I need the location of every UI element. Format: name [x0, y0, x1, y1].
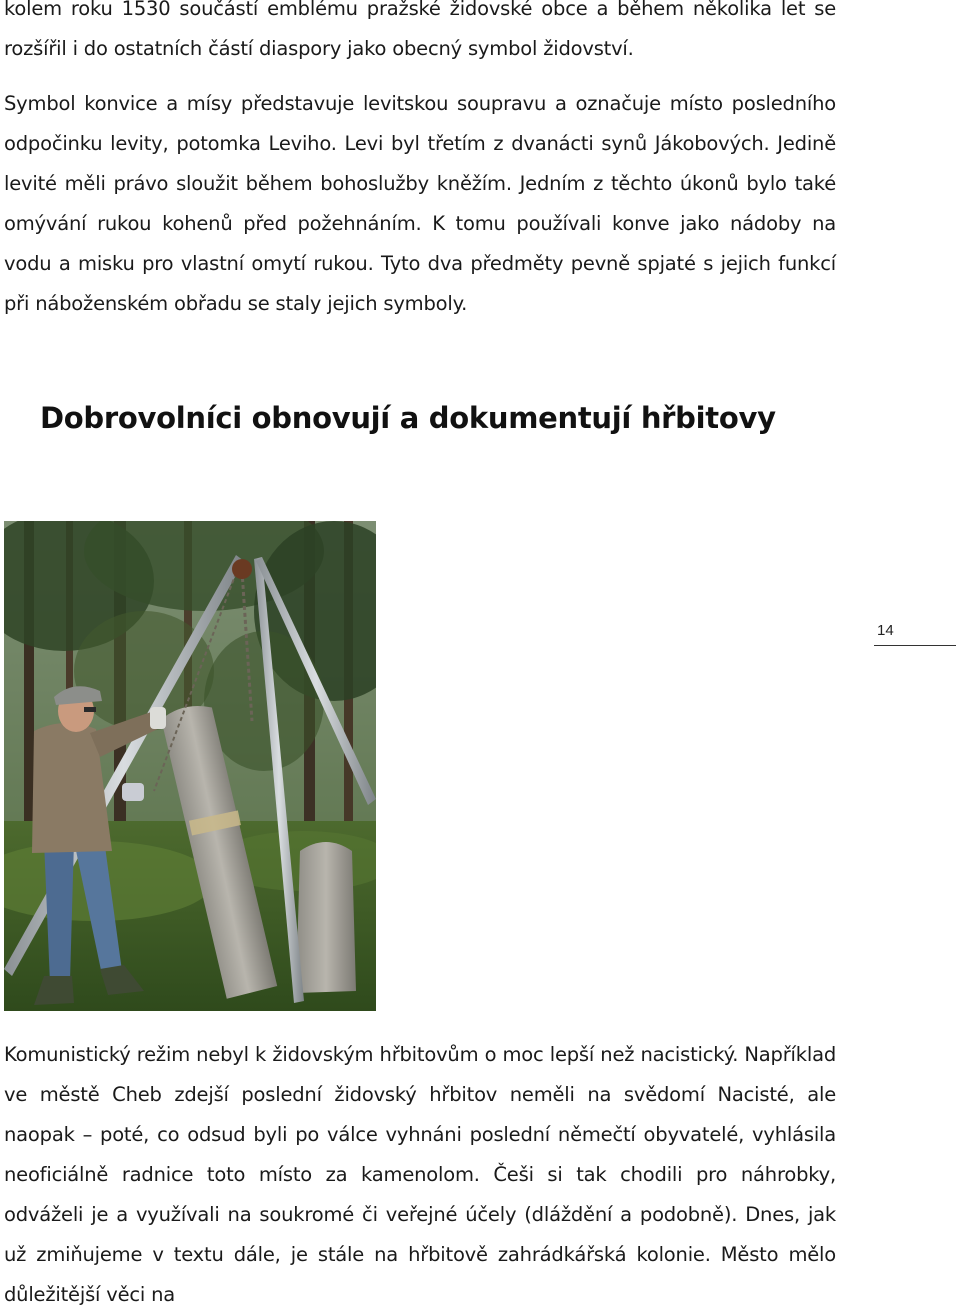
paragraph-intro: kolem roku 1530 součástí emblému pražské židovské obce a během několika let se rozšířil i do ostatních částí diaspory jako obecný symbol židovství.	[4, 0, 836, 60]
section-heading: Dobrovolníci obnovují a dokumentují hřbitovy	[40, 401, 776, 435]
page-number	[874, 622, 956, 646]
cemetery-restoration-photo	[4, 521, 376, 1011]
page-number-text: 14	[877, 622, 894, 639]
paragraph-levite-symbol: Symbol konvice a mísy představuje levitskou soupravu a označuje místo posledního odpočinku levity, potomka Leviho. Levi byl třetím z dvanácti synů Jákobových. Jedině levité měli právo sloužit během bohoslužby kněžím. Jedním z těchto úkonů bylo také omývání rukou kohenů před požehnáním. K tomu používali konve jako nádoby na vodu a misku pro vlastní omytí rukou. Tyto dva předměty pevně spjaté s jejich funkcí při náboženském obřadu se staly jejich symboly.	[4, 92, 836, 315]
paragraph-communist-regime: Komunistický režim nebyl k židovským hřbitovům o moc lepší než nacistický. Například ve městě Cheb zdejší poslední židovský hřbitov neměli na svědomí Nacisté, ale naopak – poté, co odsud byli po válce vyhnáni poslední němečtí obyvatelé, vyhlásila neoficiálně radnice toto místo za kamenolom. Češi si tak chodili pro náhrobky, odváželi je a využívali na soukromé či veřejné účely (dláždění a podobně). Dnes, jak už zmiňujeme v textu dále, je stále na hřbitově zahrádkářská kolonie. Město mělo důležitější věci na	[4, 1043, 836, 1306]
